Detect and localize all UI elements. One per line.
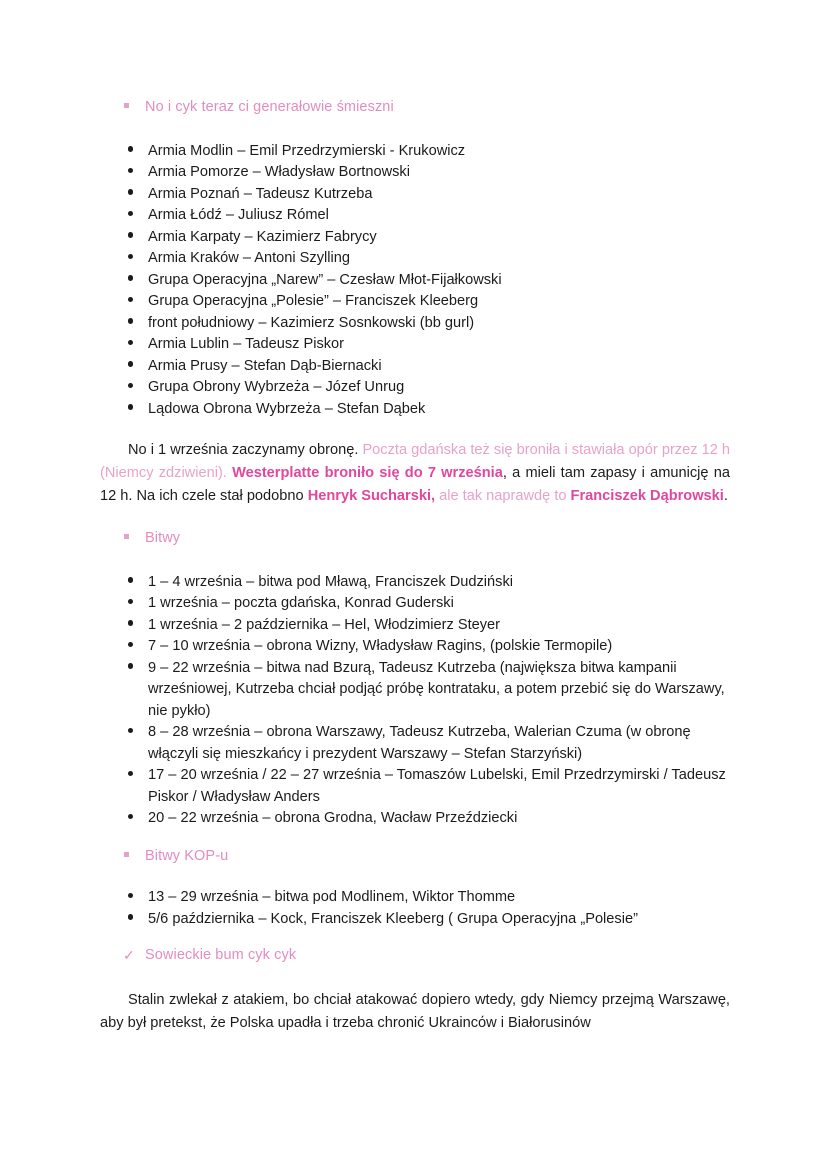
disc-bullet-icon: [128, 658, 148, 680]
disc-bullet-icon: [128, 141, 148, 163]
list-item: [97, 248, 731, 270]
list-item-label: Armia Prusy – Stefan Dąb-Biernacki: [148, 357, 382, 374]
defense-run-black-3: .: [723, 488, 728, 504]
defense-run-pinkbold-3: Franciszek Dąbrowski: [570, 488, 724, 504]
list-item: [97, 887, 731, 909]
list-item: [97, 765, 731, 808]
list-item-label: Armia Karpaty – Kazimierz Fabrycy: [148, 228, 377, 245]
defense-run-pinkbold-1: Westerplatte broniło się do 7 września: [232, 465, 503, 481]
heading-generals-label: No i cyk teraz ci generałowie śmieszni: [145, 99, 394, 115]
list-item: [97, 808, 731, 830]
list-item: [97, 377, 731, 399]
heading-soviet-label: Sowieckie bum cyk cyk: [145, 947, 297, 963]
disc-bullet-icon: [128, 162, 148, 184]
list-item: [97, 356, 731, 378]
disc-bullet-icon: [128, 248, 148, 270]
disc-bullet-icon: [128, 313, 148, 335]
disc-bullet-icon: [128, 356, 148, 378]
list-item-label: Armia Pomorze – Władysław Bortnowski: [148, 164, 410, 180]
list-item: [97, 399, 731, 421]
list-item: [97, 636, 731, 658]
list-item: [97, 162, 731, 184]
defense-run-pinkbold-2: Henryk Sucharski,: [307, 488, 436, 504]
list-item: [97, 291, 731, 313]
list-item-label: 1 września – poczta gdańska, Konrad Guderski: [148, 595, 454, 611]
disc-bullet-icon: [128, 572, 148, 594]
square-bullet-icon: [123, 846, 145, 868]
list-item: [97, 227, 731, 249]
soviet-paragraph: Stalin zwlekał z atakiem, bo chciał atakować dopiero wtedy, gdy Niemcy przejmą Warszawę, aby był pretekst, że Polska upadła i trzeba chronić Ukraincόw i Białorusinów: [100, 991, 730, 1031]
list-item-label: Armia Łódź – Juliusz Rómel: [148, 207, 329, 223]
list-item: [97, 909, 731, 931]
heading-generals: [123, 97, 731, 119]
list-item: [97, 141, 731, 163]
check-bullet-icon: ✓: [123, 947, 135, 963]
disc-bullet-icon: [128, 399, 148, 421]
disc-bullet-icon: [128, 377, 148, 399]
disc-bullet-icon: [128, 636, 148, 658]
heading-soviet: [123, 945, 731, 967]
disc-bullet-icon: [128, 227, 148, 249]
list-item-label: Armia Modlin – Emil Przedrzymierski - Krukowicz: [148, 142, 466, 159]
list-item-label: 17 – 20 września / 22 – 27 września – Tomaszów Lubelski, Emil Przedrzymirski / Tadeusz Piskor / Władysław Anders: [148, 767, 726, 805]
disc-bullet-icon: [128, 765, 148, 787]
list-item-label: 5/6 października – Kock, Franciszek Kleeberg ( Grupa Operacyjna „Polesie”: [148, 910, 638, 927]
list-item-label: Armia Lublin – Tadeusz Piskor: [148, 336, 345, 352]
disc-bullet-icon: [128, 205, 148, 227]
defense-run-black-2: , a mieli tam zapasy i amunicję na 12 h. Na ich czele stał podobno: [100, 465, 730, 504]
list-item-label: Lądowa Obrona Wybrzeża – Stefan Dąbek: [148, 400, 426, 417]
list-item: [97, 334, 731, 356]
disc-bullet-icon: [128, 887, 148, 909]
list-item-label: 9 – 22 września – bitwa nad Bzurą, Tadeusz Kutrzeba (największa bitwa kampanii wrześniowej, Kutrzeba chciał podjąć próbę kontrataku, a potem przebić się do Warszawy, nie pykło): [148, 659, 725, 719]
defense-paragraph: [97, 439, 731, 508]
defense-run-pink-1: Poczta gdańska też się broniła i stawiała opór przez 12 h (Niemcy zdziwieni).: [100, 442, 730, 481]
disc-bullet-icon: [128, 722, 148, 744]
kop-battles-list: [97, 887, 731, 930]
disc-bullet-icon: [128, 334, 148, 356]
list-item: [97, 615, 731, 637]
heading-battles-label: Bitwy: [145, 530, 181, 546]
list-item-label: 1 września – 2 października – Hel, Włodzimierz Steyer: [148, 616, 501, 633]
list-item: [97, 722, 731, 765]
list-item-label: front południowy – Kazimierz Sosnkowski (bb gurl): [148, 314, 475, 331]
heading-kop-battles: [123, 846, 731, 868]
heading-battles: [123, 528, 731, 550]
disc-bullet-icon: [128, 184, 148, 206]
disc-bullet-icon: [128, 615, 148, 637]
list-item: [97, 658, 731, 723]
list-item-label: Armia Poznań – Tadeusz Kutrzeba: [148, 185, 373, 202]
battles-list: [97, 572, 731, 830]
list-item-label: Grupa Obrony Wybrzeża – Józef Unrug: [148, 379, 405, 395]
list-item: [97, 593, 731, 615]
disc-bullet-icon: [128, 270, 148, 292]
disc-bullet-icon: [128, 593, 148, 615]
disc-bullet-icon: [128, 909, 148, 931]
list-item: [97, 572, 731, 594]
list-item: [97, 313, 731, 335]
list-item-label: 20 – 22 września – obrona Grodna, Wacław Przeździecki: [148, 810, 518, 826]
list-item-label: 1 – 4 września – bitwa pod Mławą, Franciszek Dudziński: [148, 573, 514, 590]
list-item-label: Grupa Operacyjna „Polesie” – Franciszek Kleeberg: [148, 293, 479, 309]
disc-bullet-icon: [128, 291, 148, 313]
list-item-label: 7 – 10 września – obrona Wizny, Władysław Ragins, (polskie Termopile): [148, 638, 613, 654]
list-item-label: 13 – 29 września – bitwa pod Modlinem, Wiktor Thomme: [148, 889, 516, 905]
generals-list: [97, 141, 731, 421]
list-item: [97, 205, 731, 227]
list-item-label: Armia Kraków – Antoni Szylling: [148, 250, 350, 266]
defense-run-pink-2: ale tak naprawdę to: [435, 488, 571, 504]
disc-bullet-icon: [128, 808, 148, 830]
list-item-label: 8 – 28 września – obrona Warszawy, Tadeusz Kutrzeba, Walerian Czuma (w obronę włączyli się mieszkańcy i prezydent Warszawy – Stefan Starzyński): [148, 724, 691, 762]
list-item: [97, 184, 731, 206]
heading-kop-battles-label: Bitwy KOP-u: [145, 847, 229, 864]
list-item-label: Grupa Operacyjna „Narew” – Czesław Młot-Fijałkowski: [148, 271, 502, 288]
square-bullet-icon: [123, 528, 145, 550]
square-bullet-icon: [123, 97, 145, 119]
list-item: [97, 270, 731, 292]
defense-run-black-1: No i 1 września zaczynamy obronę.: [128, 442, 363, 458]
